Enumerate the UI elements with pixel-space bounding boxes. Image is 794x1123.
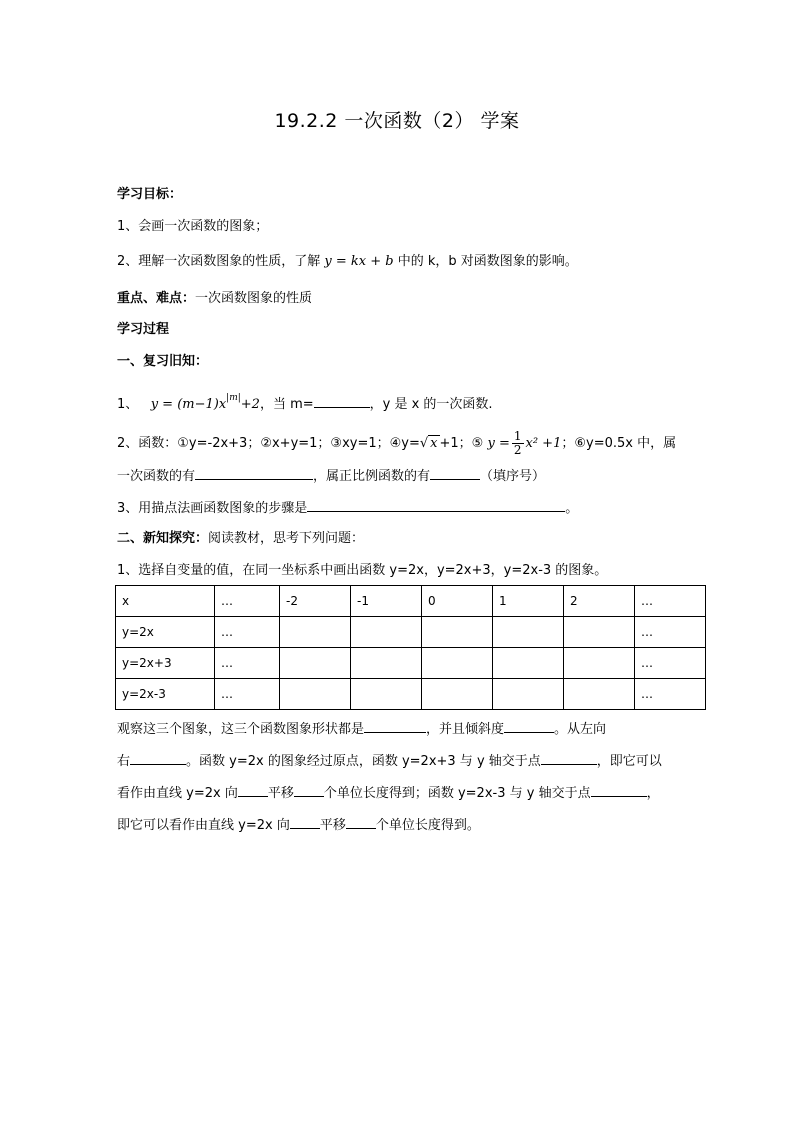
q1-exponent: |m| [226, 393, 241, 403]
shape-blank[interactable] [364, 720, 426, 733]
explore-heading-tail: 阅读教材，思考下列问题： [208, 531, 365, 546]
q1-formula: y = (m−1)x [150, 397, 227, 412]
table-cell[interactable] [422, 648, 493, 679]
table-row [116, 679, 706, 710]
q2-line2-c: （填序号） [480, 469, 546, 484]
table-header-cell: 2 [564, 586, 635, 617]
q2-frac-tail: x² +1 [525, 436, 562, 451]
table-cell[interactable] [351, 617, 422, 648]
table-row-label: y=2x-3 [116, 679, 215, 710]
table-cell[interactable] [351, 648, 422, 679]
table-header-cell: x [116, 586, 215, 617]
table-header-cell: -1 [351, 586, 422, 617]
q1-text-a: ，当 m= [259, 397, 314, 412]
q3-text-a: 3、用描点法画函数图象的步骤是 [117, 501, 308, 516]
table-cell[interactable] [493, 617, 564, 648]
observe-line-1: 观察这三个图象，这三个函数图象形状都是 ，并且倾斜度 。从左向 [117, 722, 607, 737]
q1-formula-tail: +2 [240, 397, 260, 412]
process-heading: 学习过程 [117, 322, 170, 337]
review-question-1 [117, 389, 493, 414]
intercept-blank-1[interactable] [541, 752, 597, 765]
review-question-3 [117, 499, 578, 518]
direction-blank-2[interactable] [290, 816, 320, 829]
table-cell: … [215, 679, 280, 710]
explore-heading: 二、新知探究： [117, 531, 209, 546]
q1-answer-blank[interactable] [314, 395, 370, 408]
q2-proportional-blank[interactable] [430, 467, 480, 480]
table-cell[interactable] [280, 679, 351, 710]
table-cell[interactable] [564, 679, 635, 710]
q2-text-b: ；⑥y=0.5x 中，属 [561, 436, 677, 451]
observe-line-3: 看作由直线 y=2x 向 平移 个单位长度得到；函数 y=2x-3 与 y 轴交于点 ， [117, 786, 660, 801]
key-points-text: 一次函数图象的性质 [195, 291, 313, 306]
q2-sqrt-tail: +1；⑤ [439, 436, 484, 451]
table-header-cell: 0 [422, 586, 493, 617]
goal-item-1: 1、会画一次函数的图象； [117, 219, 269, 234]
q2-linear-blank[interactable] [195, 467, 313, 480]
explore-question-1: 1、选择自变量的值，在同一坐标系中画出函数 y=2x，y=2x+3，y=2x-3 的图象。 [117, 563, 608, 578]
goal-item-2 [117, 253, 578, 271]
q1-number: 1、 [117, 397, 139, 412]
table-header-cell: -2 [280, 586, 351, 617]
table-cell[interactable] [422, 617, 493, 648]
value-table [115, 585, 706, 710]
direction-blank-1[interactable] [238, 784, 268, 797]
q3-answer-blank[interactable] [307, 499, 565, 512]
page-title: 19.2.2 一次函数（2） 学案 [274, 110, 520, 132]
table-cell[interactable] [493, 679, 564, 710]
observe-paragraph [117, 714, 677, 842]
table-cell: … [215, 648, 280, 679]
table-cell: … [635, 648, 706, 679]
explore-heading-line [117, 530, 364, 548]
goal-item-2-pre: 2、理解一次函数图象的性质，了解 [117, 254, 321, 269]
goals-heading: 学习目标： [117, 187, 183, 202]
table-cell[interactable] [493, 648, 564, 679]
table-row [116, 648, 706, 679]
table-cell: … [215, 617, 280, 648]
table-cell[interactable] [280, 648, 351, 679]
sqrt-symbol: √ x [419, 436, 438, 451]
key-points-label: 重点、难点： [117, 291, 196, 306]
table-cell: … [635, 617, 706, 648]
table-row [116, 617, 706, 648]
table-cell: … [635, 679, 706, 710]
q3-text-b: 。 [565, 501, 579, 516]
goal-item-2-post: 中的 k，b 对函数图象的影响。 [397, 254, 578, 269]
table-cell[interactable] [564, 617, 635, 648]
units-blank-1[interactable] [294, 784, 324, 797]
intercept-blank-2[interactable] [591, 784, 647, 797]
q2-text-a: 2、函数：①y=-2x+3；②x+y=1；③xy=1；④y= [117, 436, 420, 451]
table-header-cell: … [215, 586, 280, 617]
review-question-2 [117, 430, 676, 457]
slope-blank[interactable] [504, 720, 554, 733]
table-cell[interactable] [280, 617, 351, 648]
trend-blank[interactable] [130, 752, 186, 765]
q1-text-b: ，y 是 x 的一次函数. [369, 397, 493, 412]
units-blank-2[interactable] [346, 816, 376, 829]
table-cell[interactable] [422, 679, 493, 710]
q2-y: y = [487, 436, 510, 451]
table-row-label: y=2x [116, 617, 215, 648]
key-points [117, 290, 312, 308]
table-row-label: y=2x+3 [116, 648, 215, 679]
observe-line-4: 即它可以看作由直线 y=2x 向 平移 个单位长度得到。 [117, 818, 480, 833]
table-header-cell: 1 [493, 586, 564, 617]
linear-formula: y = kx + b [324, 254, 394, 269]
table-cell[interactable] [564, 648, 635, 679]
table-row [116, 586, 706, 617]
q2-line2-b: ，属正比例函数的有 [313, 469, 431, 484]
observe-line-2: 右 。函数 y=2x 的图象经过原点，函数 y=2x+3 与 y 轴交于点 ，即它可以 [117, 754, 662, 769]
review-question-2-line-2 [117, 467, 545, 486]
review-heading: 一、复习旧知： [117, 354, 209, 369]
fraction: $\frac{1}{2}$ [513, 429, 522, 457]
table-header-cell: … [635, 586, 706, 617]
table-cell[interactable] [351, 679, 422, 710]
q2-line2-a: 一次函数的有 [117, 469, 196, 484]
